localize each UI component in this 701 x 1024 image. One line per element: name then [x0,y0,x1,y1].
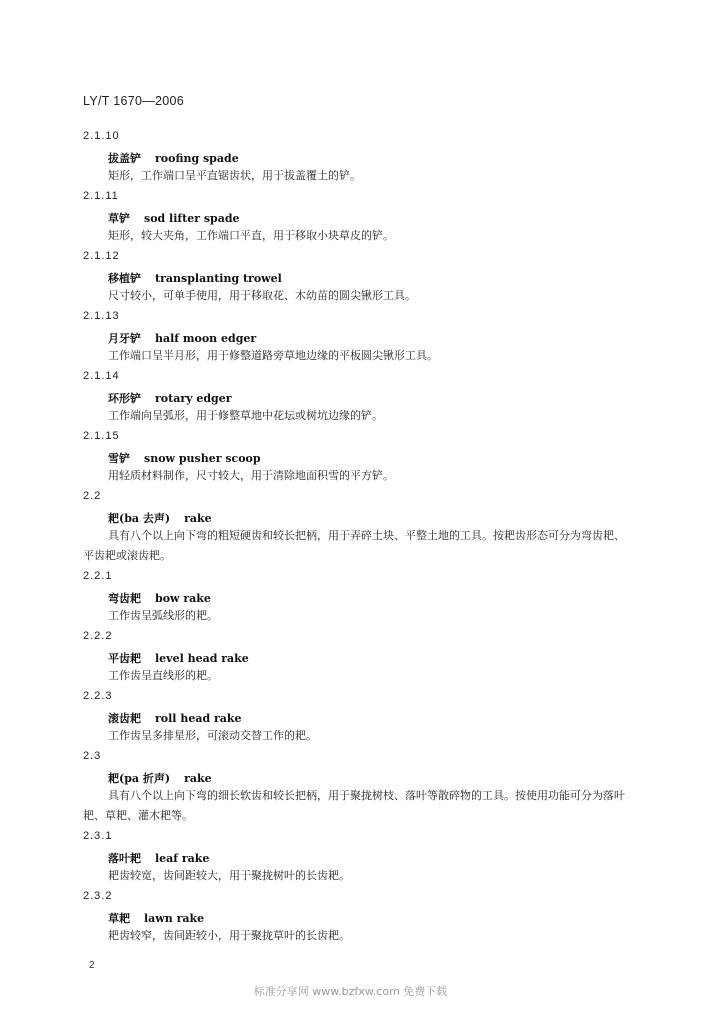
term-chinese: 滚齿耙 [108,712,141,725]
entry-definition: 工作齿呈多排星形，可滚动交替工作的耙。 [108,729,317,742]
entry-definition: 尺寸较小，可单手使用，用于移取花、木幼苗的圆尖锹形工具。 [108,289,416,302]
entry-number: 2.2.1 [83,570,113,582]
term-english: snow pusher scoop [144,452,261,465]
entry-number: 2.2.3 [83,690,113,702]
entry-definition: 耙齿较窄，齿间距较小，用于聚拢草叶的长齿耙。 [108,929,350,942]
entry-term [108,650,249,666]
entry-term [108,710,242,726]
entry-number: 2.1.13 [83,310,120,322]
entry-number: 2.3.1 [83,830,113,842]
entry-number: 2.3 [83,750,102,762]
footer-watermark: 标准分享网 www.bzfxw.com 免费下载 [253,985,448,998]
term-chinese: 拔盖铲 [108,152,141,165]
term-english: sod lifter spade [144,212,240,225]
term-chinese: 平齿耙 [108,652,141,665]
entry-definition: 工作齿呈弧线形的耙。 [108,609,218,622]
entry-definition: 工作端向呈弧形，用于修整草地中花坛或树坑边缘的铲。 [108,409,383,422]
entry-term [108,150,239,166]
entry-term [108,510,212,526]
term-chinese: 弯齿耙 [108,592,141,605]
entry-definition: 用轻质材料制作，尺寸较大，用于清除地面积雪的平方铲。 [108,469,394,482]
term-english: rake [184,772,212,785]
entry-term [108,850,209,866]
term-chinese: 月牙铲 [108,332,141,345]
entry-number: 2.1.15 [83,430,120,442]
term-english: half moon edger [155,332,257,345]
standard-code: LY/T 1670—2006 [83,94,185,108]
entry-definition: 耙齿较宽，齿间距较大，用于聚拢树叶的长齿耙。 [108,869,350,882]
term-chinese: 落叶耙 [108,852,141,865]
term-english: rotary edger [155,392,232,405]
entry-definition: 具有八个以上向下弯的粗短硬齿和较长把柄，用于弄碎土块、平整土地的工具。按耙齿形态可分为弯齿耙、平齿耙或滚齿耙。 [83,529,625,562]
entry-definition: 矩形，工作端口呈平直锯齿状，用于拔盖覆土的铲。 [108,169,361,182]
term-chinese: 雪铲 [108,452,130,465]
entry-number: 2.1.12 [83,250,120,262]
entry-term [108,590,211,606]
entry-definition: 具有八个以上向下弯的细长软齿和较长把柄，用于聚拢树枝、落叶等散碎物的工具。按使用功能可分为落叶耙、草耙、灌木耙等。 [83,789,625,822]
entry-term [108,270,282,286]
entry-number: 2.3.2 [83,890,113,902]
term-chinese: 环形铲 [108,392,141,405]
term-chinese: 移植铲 [108,272,141,285]
entry-number: 2.1.14 [83,370,120,382]
term-english: lawn rake [144,912,205,925]
entry-term [108,910,204,926]
entry-term [108,770,212,786]
entry-definition: 工作齿呈直线形的耙。 [108,669,218,682]
entry-number: 2.2.2 [83,630,113,642]
term-english: transplanting trowel [155,272,282,285]
term-chinese: 草铲 [108,212,130,225]
entry-term [108,390,232,406]
entry-number: 2.1.11 [83,190,119,202]
entry-number: 2.1.10 [83,130,120,142]
term-chinese: 耙(pa 折声) [108,772,171,785]
entry-definition: 矩形，较大夹角，工作端口平直，用于移取小块草皮的铲。 [108,229,394,242]
term-chinese: 草耙 [108,912,130,925]
term-english: bow rake [155,592,211,605]
term-chinese: 耙(ba 去声) [108,512,171,525]
page-number: 2 [89,960,95,971]
entry-term [108,450,261,466]
entry-definition: 工作端口呈半月形，用于修整道路旁草地边缘的平板圆尖锹形工具。 [108,349,438,362]
term-english: roll head rake [155,712,242,725]
term-english: roofing spade [155,152,239,165]
entry-number: 2.2 [83,490,102,502]
entry-term [108,330,256,346]
term-english: level head rake [155,652,249,665]
entry-term [108,210,240,226]
term-english: leaf rake [155,852,210,865]
term-english: rake [184,512,212,525]
